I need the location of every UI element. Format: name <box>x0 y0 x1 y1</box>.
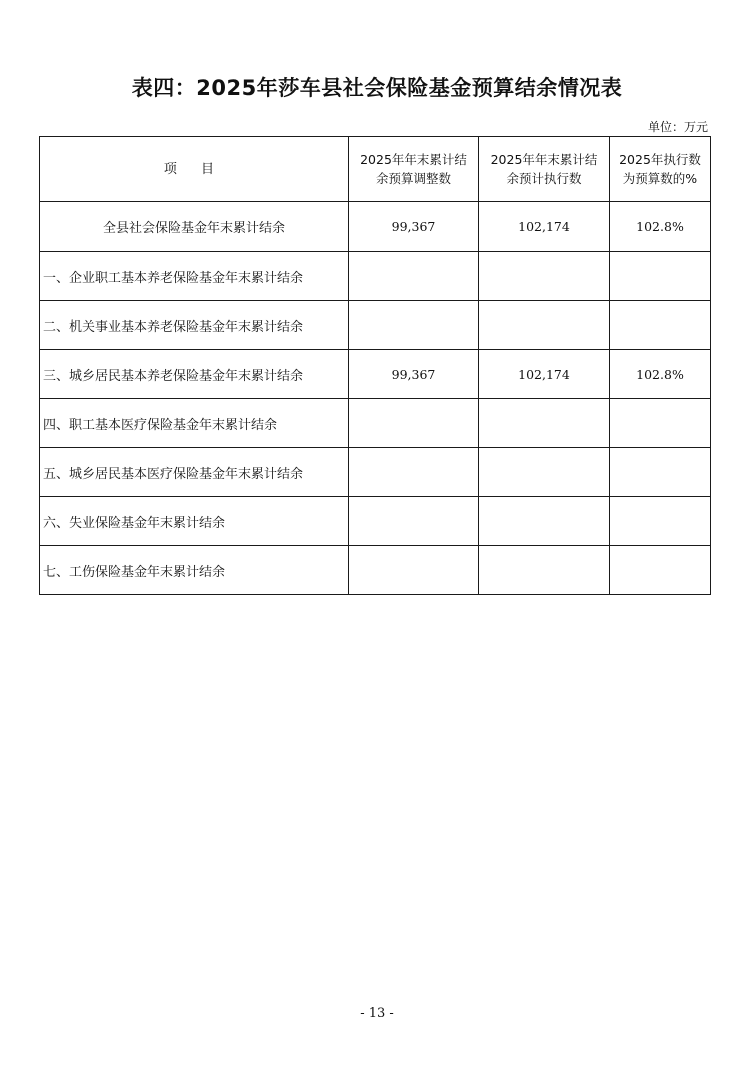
header-ratio-line1: 2025年执行数 <box>619 152 701 167</box>
table-row <box>40 448 711 497</box>
row-label: 全县社会保险基金年末累计结余 <box>40 202 349 252</box>
budget-value <box>349 448 479 497</box>
table-header-row <box>40 137 711 202</box>
ratio-value: 102.8% <box>610 350 711 399</box>
budget-value <box>349 301 479 350</box>
ratio-value <box>610 497 711 546</box>
table-row-total <box>40 202 711 252</box>
table-row <box>40 399 711 448</box>
page-title: 表四：2025年莎车县社会保险基金预算结余情况表 <box>131 76 623 100</box>
header-item: 项 目 <box>40 137 349 202</box>
table-row <box>40 497 711 546</box>
ratio-value <box>610 301 711 350</box>
table-row <box>40 301 711 350</box>
row-label: 四、职工基本医疗保险基金年末累计结余 <box>40 399 349 448</box>
header-execution-ratio <box>610 137 711 202</box>
estimate-value <box>479 399 610 448</box>
budget-value <box>349 546 479 595</box>
row-label: 一、企业职工基本养老保险基金年末累计结余 <box>40 252 349 301</box>
estimate-value: 102,174 <box>479 202 610 252</box>
table-row <box>40 350 711 399</box>
row-label: 三、城乡居民基本养老保险基金年末累计结余 <box>40 350 349 399</box>
budget-value <box>349 252 479 301</box>
table-row <box>40 252 711 301</box>
estimate-value <box>479 448 610 497</box>
header-budget-line2: 余预算调整数 <box>375 171 451 186</box>
ratio-value: 102.8% <box>610 202 711 252</box>
estimate-value <box>479 252 610 301</box>
budget-value <box>349 497 479 546</box>
header-estimate-line1: 2025年年末累计结 <box>490 152 598 167</box>
header-estimated-execution <box>479 137 610 202</box>
ratio-value <box>610 448 711 497</box>
page-number: - 13 - <box>360 1006 394 1021</box>
budget-value: 99,367 <box>349 202 479 252</box>
budget-value <box>349 399 479 448</box>
row-label: 二、机关事业基本养老保险基金年末累计结余 <box>40 301 349 350</box>
budget-surplus-table <box>39 136 711 595</box>
header-ratio-line2: 为预算数的% <box>622 171 698 186</box>
ratio-value <box>610 399 711 448</box>
header-budget-line1: 2025年年末累计结 <box>360 152 467 167</box>
estimate-value <box>479 301 610 350</box>
table-row <box>40 546 711 595</box>
estimate-value <box>479 497 610 546</box>
estimate-value: 102,174 <box>479 350 610 399</box>
header-budget-adjusted <box>349 137 479 202</box>
header-estimate-line2: 余预计执行数 <box>506 171 582 186</box>
row-label: 五、城乡居民基本医疗保险基金年末累计结余 <box>40 448 349 497</box>
unit-label: 单位：万元 <box>647 120 708 134</box>
row-label: 六、失业保险基金年末累计结余 <box>40 497 349 546</box>
estimate-value <box>479 546 610 595</box>
budget-value: 99,367 <box>349 350 479 399</box>
row-label: 七、工伤保险基金年末累计结余 <box>40 546 349 595</box>
ratio-value <box>610 252 711 301</box>
ratio-value <box>610 546 711 595</box>
